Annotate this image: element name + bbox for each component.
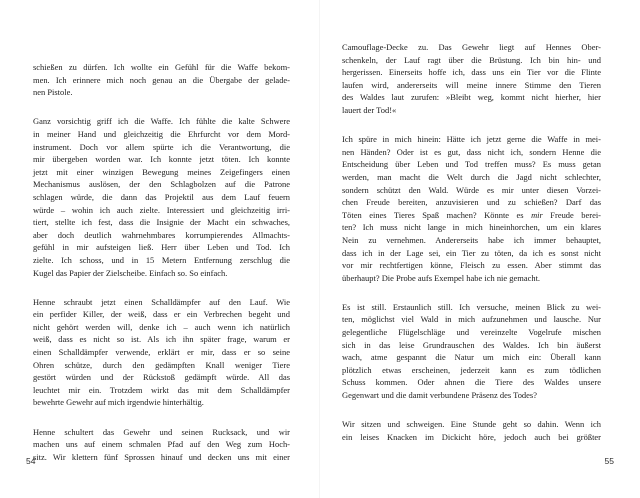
text-line: vor mir rechtfertigen könne, Fleisch zu essen. Aber stimmt das	[342, 260, 601, 271]
text-line: gefühl in mir aufsteigen ließ. Herr über Leben und Tod. Ich	[33, 242, 290, 253]
text-line: weiß, dass es nicht so ist. Als ich ihn später frage, warum er	[33, 334, 290, 345]
text-line: gelegentliche Flügelschläge und vereinzelte Vogelrufe mischen	[342, 327, 601, 338]
text-line: laufen wird, andererseits will meine innere Stimme den Tieren	[342, 79, 601, 90]
paragraph	[342, 418, 601, 443]
text-line: werden, man macht die Welt durch die Jagd nicht schlechter,	[342, 171, 601, 182]
paragraph	[33, 61, 290, 99]
text-line: aber doch deutlich wahrnehmbares korrumpierendes Allmachts-	[33, 229, 290, 240]
paragraph	[342, 301, 601, 402]
text-line: instrument. Doch vor allem spürte ich die Verantwortung, die	[33, 141, 290, 152]
text-line: Ganz vorsichtig griff ich die Waffe. Ich fühlte die kalte Schwere	[33, 116, 290, 127]
text-line: Kugel das Papier der Zielscheibe. Einfach so. So einfach.	[33, 267, 228, 278]
text-line: tiert, stellte ich fest, dass die Insignie der Macht ein schwaches,	[33, 217, 290, 228]
paragraph	[342, 41, 601, 117]
text-line: Ohren schütze, durch den gedämpften Knall weniger Tiere	[33, 359, 290, 370]
text-line: men. Ich erinnere mich noch genau an die Übergabe der gelade-	[33, 74, 290, 85]
text-line: Mechanismus auslösen, der den Schlagbolzen auf die Patrone	[33, 179, 290, 190]
right-page	[320, 0, 640, 498]
page-number: 54	[26, 456, 36, 466]
text-line: in meiner Hand und gleichzeitig die Ehrfurcht vor dem Mord-	[33, 128, 290, 139]
paragraph	[342, 133, 601, 284]
text-line: Schuss kommen. Oder ahnen die Tiere des Waldes unsere	[342, 377, 601, 388]
text-line: sitz. Wir klettern fünf Sprossen hinauf und decken uns mit einer	[33, 451, 290, 462]
text-line: Entscheidung über Leben und Tod treffen muss? Es muss getan	[342, 159, 601, 170]
paragraph	[33, 115, 290, 279]
text-line: schlagen würde, die dann das Projektil aus dem Lauf feuern	[33, 191, 290, 202]
text-line: Ich spüre in mich hinein: Hätte ich jetzt gerne die Waffe in mei-	[342, 134, 601, 145]
text-line: hergerissen. Einerseits hoffe ich, dass uns ein Tier vor die Flinte	[342, 67, 601, 78]
left-page-text	[33, 61, 290, 463]
text-line: ten? Ich muss nicht lange in mich hineinhorchen, um ein klares	[342, 222, 601, 233]
text-line: Wir sitzen und schweigen. Eine Stunde geht so dahin. Wenn ich	[342, 419, 601, 430]
text-line: des Waldes laut zurufen: »Bleibt weg, kommt nicht hierher, hier	[342, 92, 601, 103]
text-line: würde – wohin ich auch zielte. Interessiert und gleichzeitig irri-	[33, 204, 290, 215]
text-line: wach, atme gespannt die Natur um mich ein: Überall kann	[342, 352, 601, 363]
text-line: chen Freude bereiten, anzuvisieren und zu schießen? Darf das	[342, 197, 601, 208]
text-line: nen Pistole.	[33, 87, 73, 98]
text-line: Nein zu vernehmen. Andererseits habe ich immer behauptet,	[342, 234, 601, 245]
text-line: Henne schraubt jetzt einen Schalldämpfer auf den Lauf. Wie	[33, 296, 290, 307]
paragraph	[33, 296, 290, 409]
text-line: Es ist still. Erstaunlich still. Ich versuche, meinen Blick zu wei-	[342, 301, 601, 312]
text-line: zielte. Ich schoss, und in 15 Metern Entfernung zerschlug die	[33, 254, 290, 265]
text-line: schenkeln, der Lauf ragt über die Brüstung. Ich bin hin- und	[342, 54, 601, 65]
text-line: sich in das leise Grundrauschen des Waldes. Ich bin äußerst	[342, 339, 601, 350]
page-number: 55	[604, 456, 614, 466]
text-line: nen Händen? Oder ist es gut, dass nicht ich, sondern Henne die	[342, 146, 601, 157]
text-line: gestört würden und der Rückstoß gedämpft würde. All das	[33, 372, 290, 383]
text-line: schießen zu dürfen. Ich wollte ein Gefühl für die Waffe bekom-	[33, 62, 290, 72]
text-line: dass ich in der Lage sei, ein Tier zu töten, da ich es sonst nicht	[342, 247, 601, 258]
text-line: Töten eines Tieres Spaß machen? Könnte es mir Freude berei-	[342, 209, 602, 220]
text-line: Gegenwart und die damit verbundene Präsenz des Todes?	[342, 390, 537, 401]
text-line: plötzlich etwas erscheinen, jederzeit kann es zum tödlichen	[342, 364, 601, 375]
text-line: überhaupt? Die Probe aufs Exempel habe ich nie gemacht.	[342, 272, 541, 283]
right-page-text	[342, 41, 601, 443]
text-line: Henne schultert das Gewehr und seinen Rucksack, und wir	[33, 426, 290, 437]
text-line: Camouflage-Decke zu. Das Gewehr liegt auf Hennes Ober-	[342, 42, 601, 52]
text-line: bewehrte Gewehr auf mich irgendwie hinterhältig.	[33, 397, 204, 408]
text-line: leuchtet mir ein. Trotzdem wirkt das mit dem Schalldämpfer	[33, 384, 290, 395]
text-line: sondern schützt den Wald. Würde es mir unter diesen Vorzei-	[342, 184, 601, 195]
text-line: nicht gehört werden will, denke ich – auch wenn ich natürlich	[33, 321, 290, 332]
text-line: ein perfider Killer, der weiß, dass er ein Verbrechen begeht und	[33, 309, 290, 320]
text-line: jetzt mit einer winzigen Bewegung meines Zeigefingers einen	[33, 166, 290, 177]
paragraph	[33, 426, 290, 464]
text-line: lauert der Tod!«	[342, 104, 397, 115]
text-line: machen uns auf einem schmalen Pfad auf den Weg zum Hoch-	[33, 439, 290, 450]
text-line: einen Schalldämpfer verwende, erklärt er mir, dass er so seine	[33, 347, 290, 358]
text-line: ten, möglichst viel Wald in mich aufzunehmen und lausche. Nur	[342, 314, 601, 325]
text-line: ein leises Knacken im Dickicht höre, jedoch auch bei größter	[342, 431, 601, 442]
text-line: mir übergeben worden war. Ich konnte jetzt töten. Ich konnte	[33, 154, 290, 165]
